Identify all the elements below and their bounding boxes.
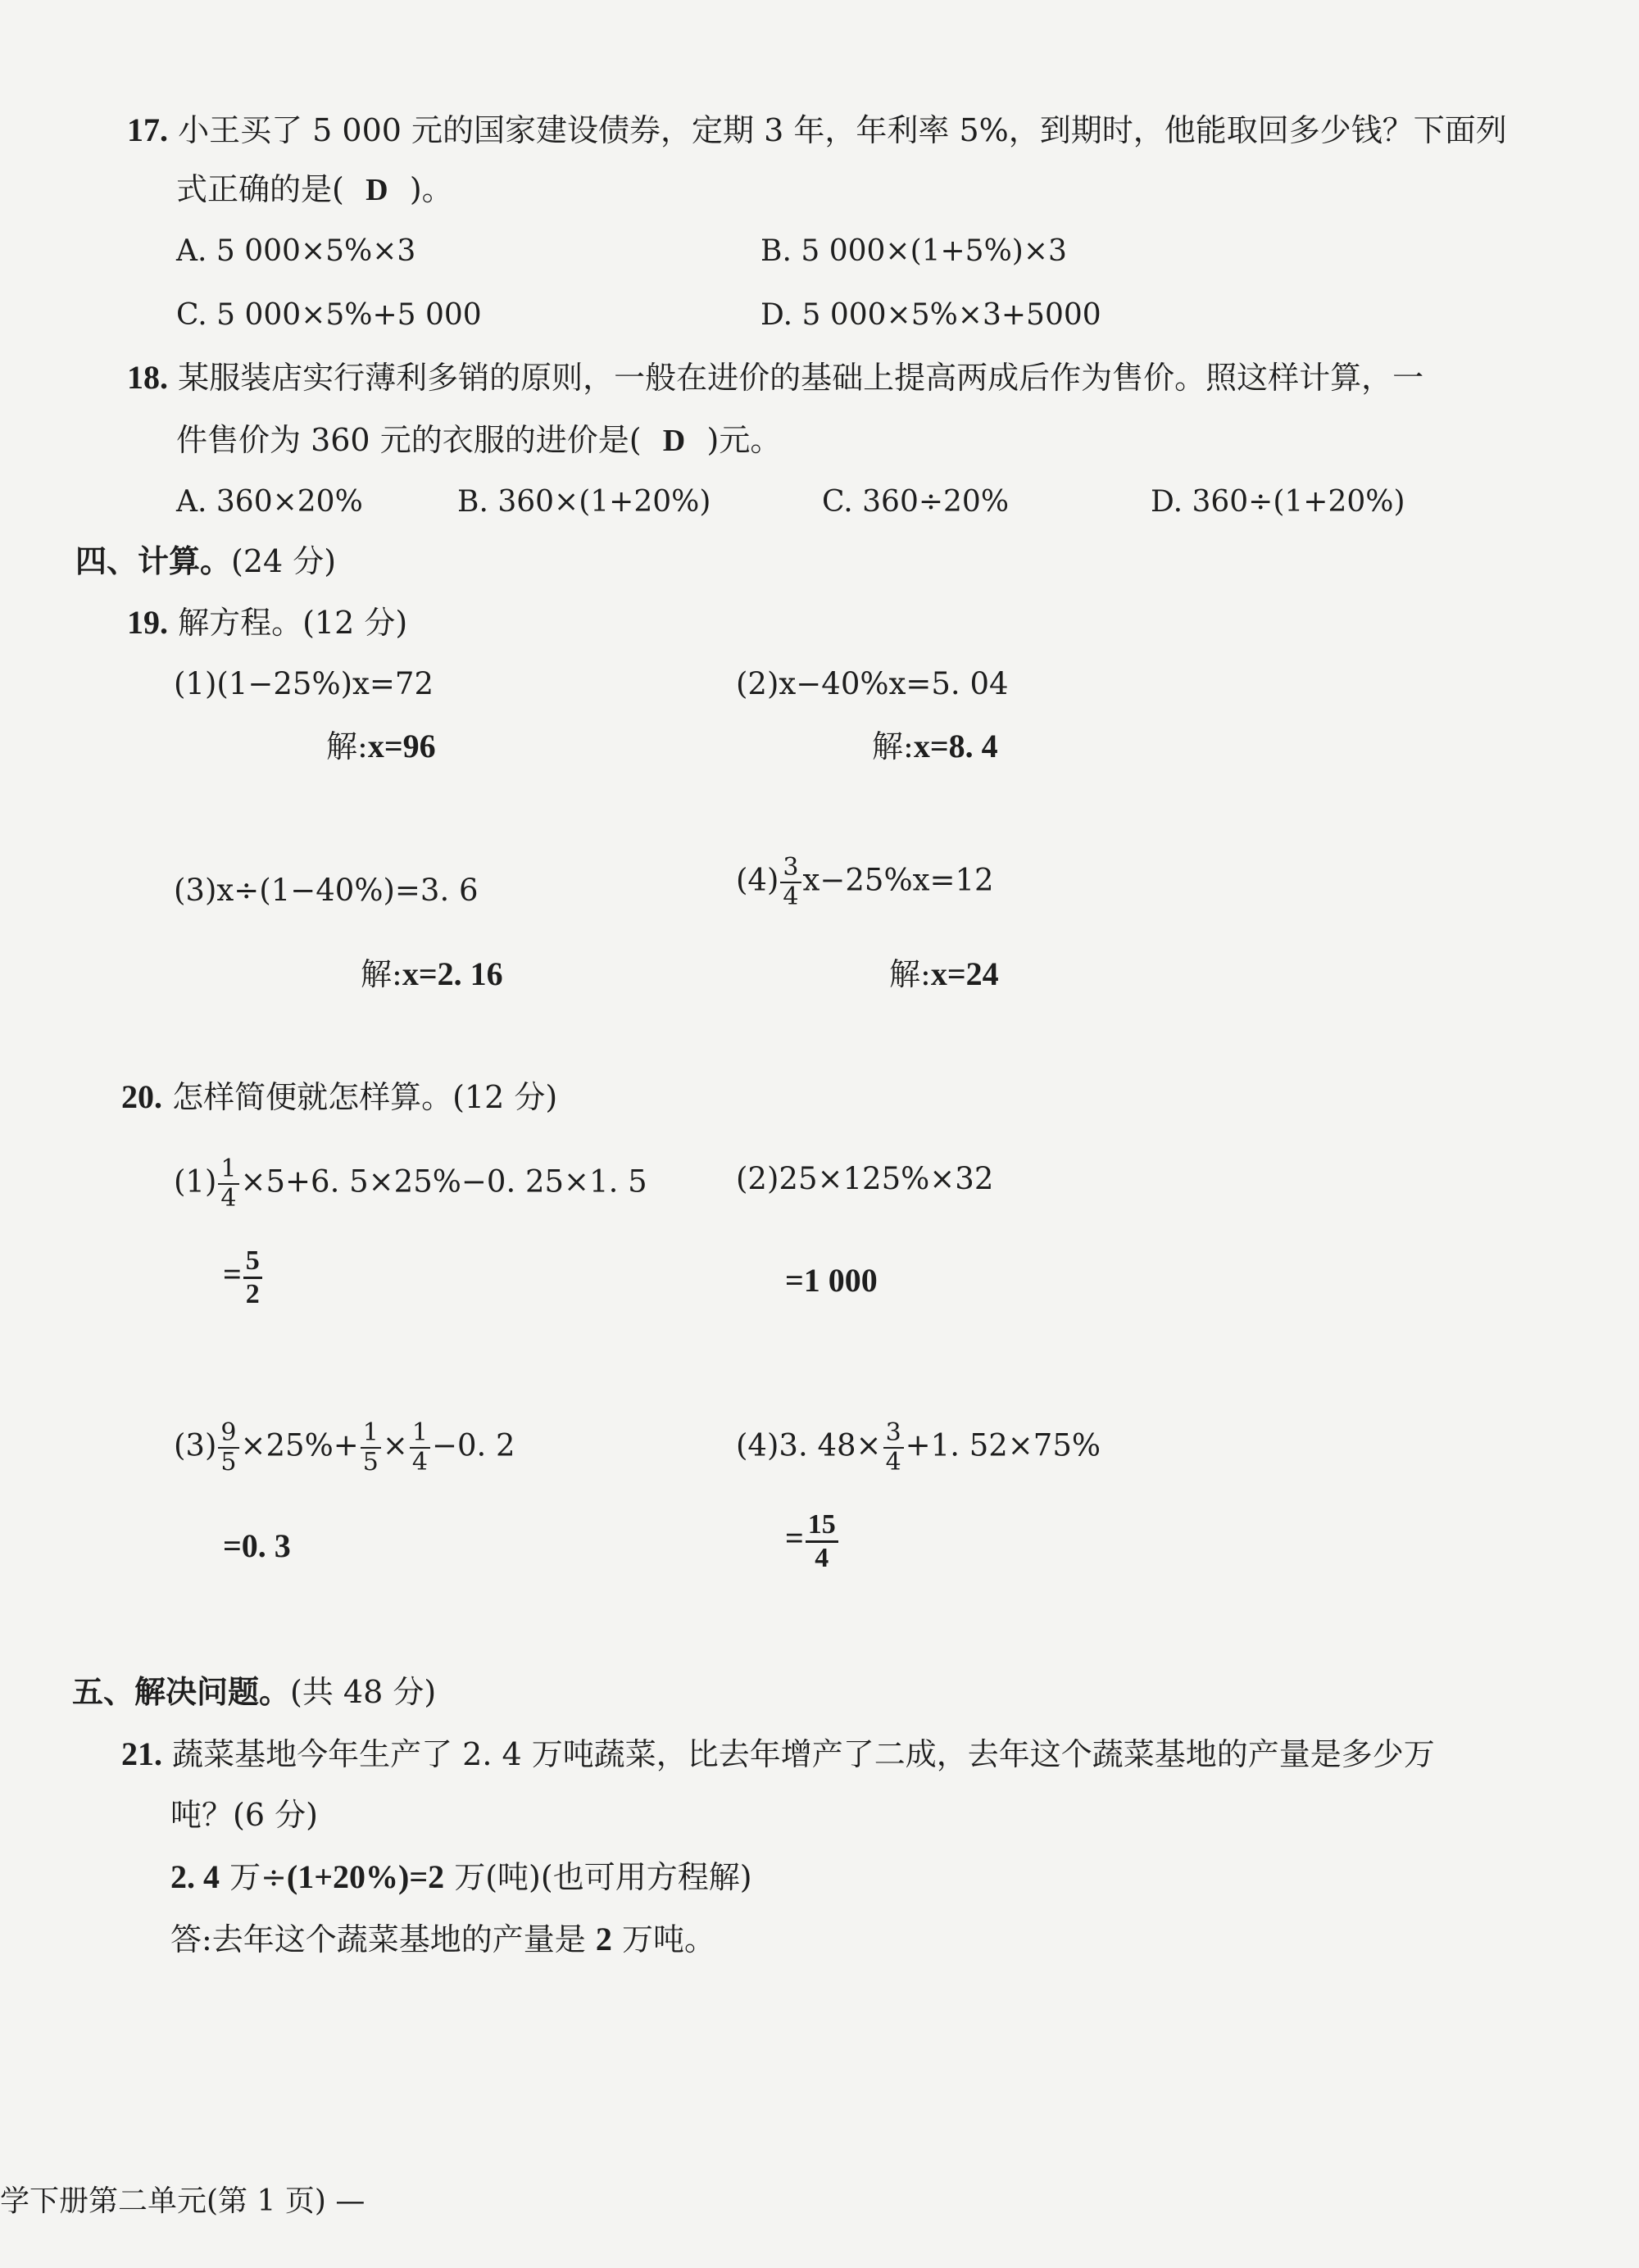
q20-p3-post: −0. 2 xyxy=(431,1427,515,1463)
q20-p4-ans-fraction xyxy=(806,1509,838,1574)
q20-part2: (2)25×125%×32 xyxy=(736,1161,994,1196)
q20-p3-f3-den: 4 xyxy=(411,1448,428,1476)
q20-p3-f3-num: 1 xyxy=(410,1419,430,1449)
q19-p1-ans-pre: 解: xyxy=(326,728,368,764)
q19-p4-fraction xyxy=(780,854,801,911)
q20-title: 怎样简便就怎样算。 xyxy=(172,1079,453,1115)
q17-number: 17. xyxy=(127,111,168,148)
q19-part3-answer[interactable] xyxy=(361,954,503,995)
q21-line1 xyxy=(121,1734,1435,1775)
q20-p3-fraction2 xyxy=(361,1419,381,1476)
q19-number: 19. xyxy=(127,604,168,641)
q21-text-line1: 蔬菜基地今年生产了 2. 4 万吨蔬菜，比去年增产了二成，去年这个蔬菜基地的产量是多少万 xyxy=(172,1736,1435,1772)
q18-text-line2-post: )元。 xyxy=(706,422,782,458)
q20-p1-fraction xyxy=(218,1155,238,1213)
q20-p1-ans-den: 2 xyxy=(245,1279,260,1309)
q21-answer[interactable] xyxy=(170,1919,715,1960)
q20-p1-post: ×5+6. 5×25%−0. 25×1. 5 xyxy=(240,1163,647,1200)
q19-p4-frac-den: 4 xyxy=(783,882,799,911)
section4-title: 四、计算。 xyxy=(75,542,232,579)
q20-number: 20. xyxy=(121,1078,162,1115)
q19-part4-answer[interactable] xyxy=(889,954,999,995)
q19-p4-ans: x=24 xyxy=(930,955,999,992)
q20-points: (12 分) xyxy=(452,1079,558,1115)
section4-heading xyxy=(75,541,336,582)
q19-p2-ans-pre: 解: xyxy=(872,728,914,764)
q18-option-b[interactable]: B. 360×(1+20%) xyxy=(457,485,711,519)
q19-p4-post: x−25%x=12 xyxy=(802,862,994,898)
q19-p3-ans: x=2. 16 xyxy=(402,955,503,992)
q20-p4-fraction xyxy=(883,1419,904,1476)
q20-p4-post: +1. 52×75% xyxy=(905,1427,1101,1463)
q20-part3-answer[interactable]: =0. 3 xyxy=(223,1527,291,1564)
q19-part3: (3)x÷(1−40%)=3. 6 xyxy=(174,873,479,908)
q19-part4 xyxy=(736,854,994,911)
q18-option-a[interactable]: A. 360×20% xyxy=(176,485,363,519)
q18-line1 xyxy=(127,357,1423,398)
q20-p1-ans-fraction xyxy=(243,1245,262,1310)
q19-part1-answer[interactable] xyxy=(326,726,436,767)
q20-p4-pre: (4)3. 48× xyxy=(736,1427,882,1463)
q20-p3-f2-num: 1 xyxy=(361,1419,381,1449)
q17-line2 xyxy=(176,169,453,211)
q21-sol-b: 万÷ xyxy=(220,1859,287,1895)
q21-sol-c: (1+20%)=2 xyxy=(286,1858,445,1895)
q20-part1-answer[interactable] xyxy=(223,1245,264,1310)
q19-points: (12 分) xyxy=(302,605,408,641)
q19-part1: (1)(1−25%)x=72 xyxy=(174,666,434,701)
q18-answer[interactable]: D xyxy=(662,424,686,458)
q17-option-d[interactable]: D. 5 000×5%×3+5000 xyxy=(760,298,1101,332)
section5-points: (共 48 分) xyxy=(290,1674,437,1710)
q17-answer[interactable]: D xyxy=(365,173,388,207)
q20-p3-f1-num: 9 xyxy=(218,1419,238,1449)
q18-line2 xyxy=(176,420,781,461)
page-footer: 学下册第二单元(第 1 页) — xyxy=(0,2184,365,2218)
q20-heading xyxy=(121,1077,557,1118)
q20-p1-ans-eq: = xyxy=(223,1255,242,1293)
q20-p4-ans-den: 4 xyxy=(815,1543,829,1573)
section5-heading xyxy=(72,1672,436,1712)
q18-option-d[interactable]: D. 360÷(1+20%) xyxy=(1151,485,1405,519)
q19-part2: (2)x−40%x=5. 04 xyxy=(736,666,1009,701)
section4-points: (24 分) xyxy=(231,543,337,579)
q17-text-line1: 小王买了 5 000 元的国家建设债券，定期 3 年，年利率 5%，到期时，他能取回多少钱？下面列 xyxy=(178,112,1507,148)
q17-option-a[interactable]: A. 5 000×5%×3 xyxy=(176,234,416,268)
q20-p1-frac-num: 1 xyxy=(218,1155,238,1185)
q20-p4-ans-eq: = xyxy=(785,1519,804,1557)
q18-number: 18. xyxy=(127,359,168,396)
q20-p1-ans-num: 5 xyxy=(243,1245,262,1279)
q19-p4-ans-pre: 解: xyxy=(889,956,931,992)
q21-ans-b: 2 xyxy=(595,1921,612,1957)
q20-part3 xyxy=(174,1419,515,1476)
q20-p1-pre: (1) xyxy=(174,1163,217,1200)
q20-p1-frac-den: 4 xyxy=(220,1184,237,1213)
q20-p3-mid2: × xyxy=(382,1427,408,1463)
q21-number: 21. xyxy=(121,1735,162,1772)
q19-p2-ans: x=8. 4 xyxy=(913,728,998,764)
q20-part2-answer[interactable]: =1 000 xyxy=(785,1262,878,1299)
q20-p4-ans-num: 15 xyxy=(806,1509,838,1543)
q20-p3-pre: (3) xyxy=(174,1427,217,1463)
q19-heading xyxy=(127,602,407,643)
q20-part4 xyxy=(736,1419,1101,1476)
q21-ans-a: 答:去年这个蔬菜基地的产量是 xyxy=(170,1921,596,1957)
q18-option-c[interactable]: C. 360÷20% xyxy=(822,485,1010,519)
q19-part2-answer[interactable] xyxy=(872,726,998,767)
q20-p3-mid1: ×25%+ xyxy=(240,1427,359,1463)
q17-text-line2-post: )。 xyxy=(409,171,453,207)
q20-part1 xyxy=(174,1155,647,1213)
q17-text-line2-pre: 式正确的是( xyxy=(176,171,344,207)
q17-option-b[interactable]: B. 5 000×(1+5%)×3 xyxy=(760,234,1067,268)
q19-p4-pre: (4) xyxy=(736,862,779,898)
q18-text-line1: 某服装店实行薄利多销的原则，一般在进价的基础上提高两成后作为售价。照这样计算，一 xyxy=(178,360,1424,396)
q19-p1-ans: x=96 xyxy=(367,728,436,764)
q20-p4-frac-num: 3 xyxy=(883,1419,904,1449)
q20-p3-f2-den: 5 xyxy=(362,1448,379,1476)
q21-ans-c: 万吨。 xyxy=(611,1921,715,1957)
q20-p3-fraction3 xyxy=(410,1419,430,1476)
q21-sol-d: 万(吨)(也可用方程解) xyxy=(444,1859,752,1895)
q17-option-c[interactable]: C. 5 000×5%+5 000 xyxy=(176,298,482,332)
q19-p3-ans-pre: 解: xyxy=(361,956,402,992)
q19-title: 解方程。 xyxy=(178,605,303,641)
q21-sol-a: 2. 4 xyxy=(170,1858,220,1895)
section5-title: 五、解决问题。 xyxy=(72,1673,291,1710)
q19-p4-frac-num: 3 xyxy=(780,854,801,883)
q20-p3-fraction1 xyxy=(218,1419,238,1476)
q18-text-line2-pre: 件售价为 360 元的衣服的进价是( xyxy=(176,422,642,458)
q20-p4-frac-den: 4 xyxy=(885,1448,901,1476)
q17-line1 xyxy=(127,110,1507,151)
q21-solution[interactable] xyxy=(170,1857,752,1898)
q21-text-line2: 吨？(6 分) xyxy=(170,1797,318,1833)
q20-p3-f1-den: 5 xyxy=(220,1448,237,1476)
q20-part4-answer[interactable] xyxy=(785,1509,840,1574)
